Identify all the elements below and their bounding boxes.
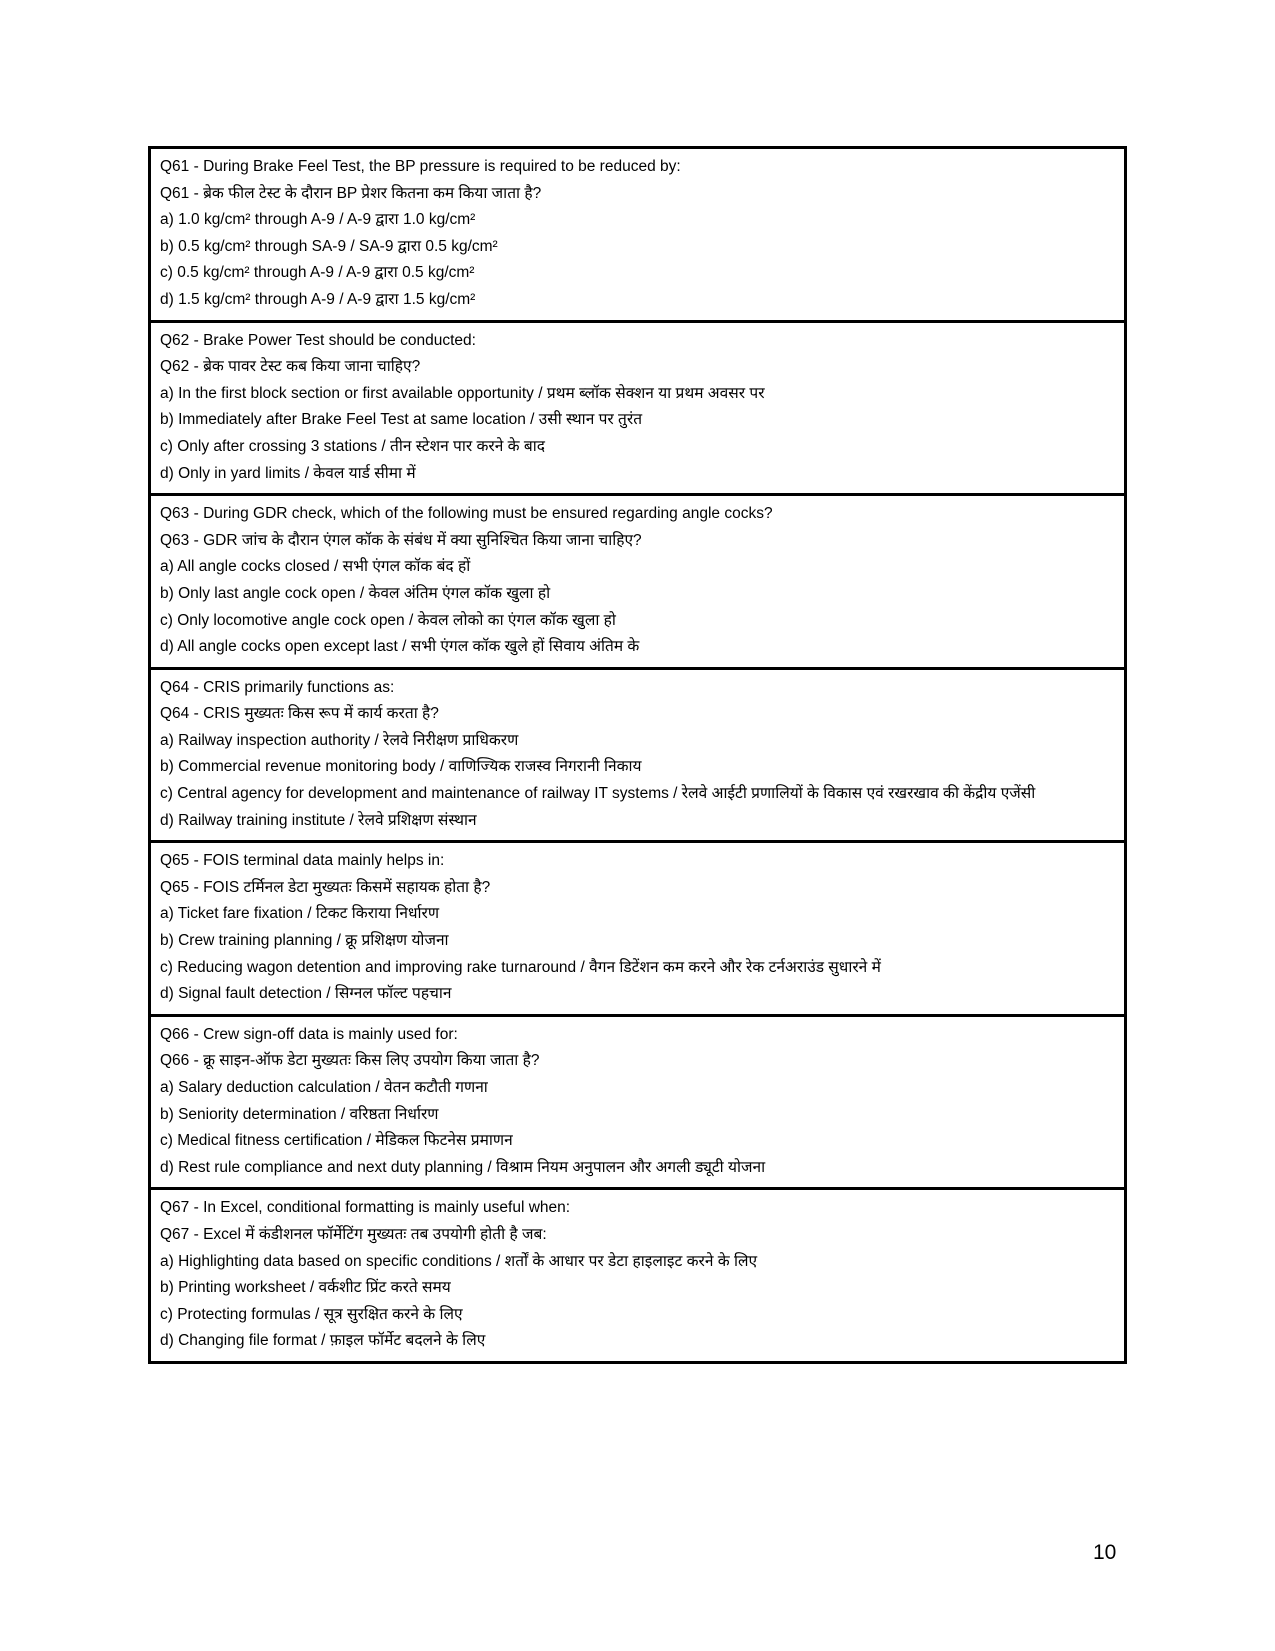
question-row-q62 [151,320,1124,494]
question-row-q65 [151,840,1124,1014]
option-b: b) Commercial revenue monitoring body / वाणिज्यिक राजस्व निगरानी निकाय [160,758,642,776]
question-row-q67 [151,1187,1124,1361]
option-a: a) Ticket fare fixation / टिकट किराया निर्धारण [160,905,440,923]
option-b: b) 0.5 kg/cm² through SA-9 / SA-9 द्वारा 0.5 kg/cm² [160,237,498,255]
question-text-en: Q65 - FOIS terminal data mainly helps in: [160,852,445,870]
option-c: c) Reducing wagon detention and improving rake turnaround / वैगन डिटेंशन कम करने और रेक टर्नअराउंड सुधारने में [160,958,881,976]
option-c: c) Central agency for development and maintenance of railway IT systems / रेलवे आईटी प्रणालियों के विकास एवं रखरखाव की केंद्रीय एजेंसी [160,785,1036,803]
question-row-q61 [151,149,1124,320]
option-a: a) In the first block section or first available opportunity / प्रथम ब्लॉक सेक्शन या प्रथम अवसर पर [160,384,765,402]
question-text-en: Q67 - In Excel, conditional formatting is mainly useful when: [160,1199,571,1217]
option-d: d) 1.5 kg/cm² through A-9 / A-9 द्वारा 1.5 kg/cm² [160,290,476,308]
option-c: c) Protecting formulas / सूत्र सुरक्षित करने के लिए [160,1305,463,1323]
question-text-en: Q66 - Crew sign-off data is mainly used for: [160,1025,458,1043]
option-b: b) Immediately after Brake Feel Test at same location / उसी स्थान पर तुरंत [160,411,643,429]
option-a: a) Salary deduction calculation / वेतन कटौती गणना [160,1079,488,1096]
question-text-hi: Q61 - ब्रेक फील टेस्ट के दौरान BP प्रेशर कितना कम किया जाता है? [160,184,542,202]
option-c: c) Only locomotive angle cock open / केवल लोको का एंगल कॉक खुला हो [160,611,616,629]
question-text-en: Q64 - CRIS primarily functions as: [160,678,395,696]
option-a: a) All angle cocks closed / सभी एंगल कॉक बंद हों [160,558,471,576]
option-a: a) Highlighting data based on specific conditions / शर्तों के आधार पर डेटा हाइलाइट करने के लिए [160,1252,758,1270]
option-d: d) Railway training institute / रेलवे प्रशिक्षण संस्थान [160,811,477,829]
question-table [148,146,1127,1364]
option-b: b) Only last angle cock open / केवल अंतिम एंगल कॉक खुला हो [160,584,551,602]
option-a: a) 1.0 kg/cm² through A-9 / A-9 द्वारा 1.0 kg/cm² [160,211,476,229]
option-d: d) All angle cocks open except last / सभी एंगल कॉक खुले हों सिवाय अंतिम के [160,638,640,656]
option-d: d) Changing file format / फ़ाइल फॉर्मेट बदलने के लिए [160,1332,486,1350]
question-text-hi: Q63 - GDR जांच के दौरान एंगल कॉक के संबंध में क्या सुनिश्चित किया जाना चाहिए? [160,531,642,549]
question-text-en: Q63 - During GDR check, which of the following must be ensured regarding angle cocks? [160,505,773,523]
option-c: c) 0.5 kg/cm² through A-9 / A-9 द्वारा 0.5 kg/cm² [160,264,475,282]
question-text-en: Q62 - Brake Power Test should be conducted: [160,331,476,349]
option-d: d) Rest rule compliance and next duty planning / विश्राम नियम अनुपालन और अगली ड्यूटी योजना [160,1158,766,1176]
option-c: c) Medical fitness certification / मेडिकल फिटनेस प्रमाणन [160,1132,513,1150]
option-c: c) Only after crossing 3 stations / तीन स्टेशन पार करने के बाद [160,437,545,455]
option-b: b) Crew training planning / क्रू प्रशिक्षण योजना [160,932,449,950]
question-text-en: Q61 - During Brake Feel Test, the BP pressure is required to be reduced by: [160,158,681,175]
option-d: d) Signal fault detection / सिग्नल फॉल्ट पहचान [160,985,452,1003]
question-text-hi: Q65 - FOIS टर्मिनल डेटा मुख्यतः किसमें सहायक होता है? [160,878,491,896]
page-number: 10 [1093,1541,1117,1564]
option-a: a) Railway inspection authority / रेलवे निरीक्षण प्राधिकरण [160,731,519,749]
question-text-hi: Q66 - क्रू साइन-ऑफ डेटा मुख्यतः किस लिए उपयोग किया जाता है? [160,1052,540,1070]
option-b: b) Seniority determination / वरिष्ठता निर्धारण [160,1105,439,1123]
question-row-q66 [151,1014,1124,1188]
question-text-hi: Q67 - Excel में कंडीशनल फॉर्मेटिंग मुख्यतः तब उपयोगी होती है जब: [160,1225,547,1243]
option-b: b) Printing worksheet / वर्कशीट प्रिंट करते समय [160,1279,451,1297]
question-row-q64 [151,667,1124,841]
option-d: d) Only in yard limits / केवल यार्ड सीमा में [160,464,416,482]
question-text-hi: Q62 - ब्रेक पावर टेस्ट कब किया जाना चाहिए? [160,358,421,376]
question-text-hi: Q64 - CRIS मुख्यतः किस रूप में कार्य करता है? [160,705,439,723]
question-row-q63 [151,493,1124,667]
